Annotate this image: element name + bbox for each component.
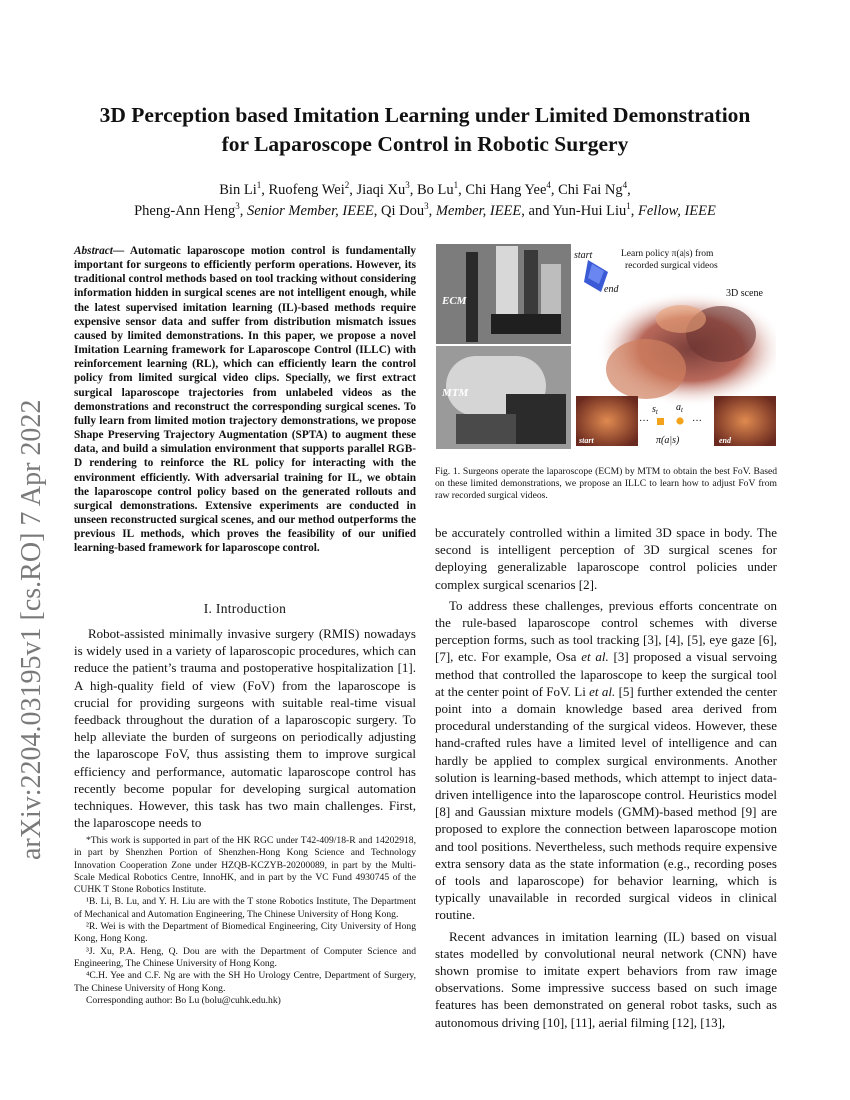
figure-1-graphic bbox=[436, 244, 776, 449]
author-role: Fellow, IEEE bbox=[638, 203, 716, 219]
ecm-photo bbox=[436, 244, 571, 344]
intro-paragraph: Robot-assisted minimally invasive surgery (RMIS) nowadays is widely used in a variety of laparoscopic procedures, which can reduce the patient’s trauma and postoperative hospitalization [1]. A high-quality field of view (FoV) from the laparoscope is crucial for providing surgeons with suitable real-time visual feedback throughout the duration of a laparoscopic surgery. To help alleviate the burden of surgeons on periodically adjusting the laparoscope FoV, thus assisting them to improve surgical efficiency and performance, automatic laparoscope control has recently become popular for developing surgical automation techniques. However, this task has two main challenges. First, the laparoscope needs to bbox=[74, 626, 416, 831]
figure-caption: Fig. 1. Surgeons operate the laparoscope (ECM) by MTM to obtain the best FoV. Based on these limited demonstrations, we propose an ILLC to learn how to adjust FoV from raw recorded surgical videos. bbox=[435, 466, 777, 501]
scene-point-cloud bbox=[596, 291, 776, 407]
footnotes bbox=[74, 835, 416, 1007]
section-heading: I. Introduction bbox=[203, 601, 287, 616]
figure-1 bbox=[436, 244, 776, 449]
label-pi: π(a|s) bbox=[656, 435, 680, 446]
label-3d-scene: 3D scene bbox=[726, 288, 763, 299]
author-list bbox=[40, 180, 810, 222]
svg-text:···: ··· bbox=[692, 416, 702, 427]
arxiv-id: arXiv:2204.03195v1 [cs.RO] 7 Apr 2022 bbox=[16, 399, 47, 860]
state-marker bbox=[657, 418, 664, 425]
svg-text:end: end bbox=[719, 436, 731, 445]
author: Bo Lu bbox=[417, 182, 454, 198]
action-marker bbox=[676, 417, 683, 424]
svg-text:···: ··· bbox=[639, 416, 649, 427]
authors-line-1: Bin Li$^1$, Ruofeng Wei$^2$, Jiaqi Xu$^3$, Bo Lu$^1$, Chi Hang Yee$^4$, Chi Fai Ng$^4$, bbox=[219, 180, 631, 198]
footnote: ⁴C.H. Yee and C.F. Ng are with the SH Ho Urology Centre, Department of Surgery, The Chinese University of Hong Kong. bbox=[74, 970, 416, 994]
policy-label-2: recorded surgical videos bbox=[625, 261, 718, 271]
footnote: Corresponding author: Bo Lu (bolu@cuhk.edu.hk) bbox=[86, 994, 281, 1006]
footnote: ²R. Wei is with the Department of Biomedical Engineering, City University of Hong Kong, Hong Kong. bbox=[74, 921, 416, 945]
start-frame bbox=[576, 396, 638, 446]
authors-line-2: Pheng-Ann Heng$^3$, Senior Member, IEEE, Qi Dou$^3$, Member, IEEE, and Yun-Hui Liu$^1$, Fellow, IEEE bbox=[134, 201, 716, 219]
abstract bbox=[74, 244, 416, 555]
paragraph: be accurately controlled within a limited 3D space in body. The second is intelligent perception of 3D surgical scenes for deploying generalizable laparoscope control policies under complex surgical scenarios [2]. bbox=[435, 525, 777, 592]
end-frame bbox=[714, 396, 776, 446]
label-at: $a_t$ bbox=[676, 402, 683, 414]
svg-text:start: start bbox=[579, 436, 594, 445]
footnote: ³J. Xu, P.A. Heng, Q. Dou are with the Department of Computer Science and Engineering, The Chinese University of Hong Kong. bbox=[74, 945, 416, 969]
label-start: start bbox=[574, 250, 593, 261]
abstract-label: Abstract bbox=[74, 245, 113, 257]
abstract-text: — Automatic laparoscope motion control is fundamentally important for surgeons to efficiently perform operations. However, its traditional control methods based on tool tracking without considering information hidden in surgical scenes are not intelligent enough, while the latest supervised imitation learning (IL)-based methods require expensive sensor data and suffer from distribution mismatch issues caused by limited demonstrations. In this paper, we propose a novel Imitation Learning framework for Laparoscope Control (ILLC) with reinforcement learning (RL), which can efficiently learn the control policy from limited surgical video clips. Specially, we first extract surgical laparoscope trajectories from unlabeled videos as the demonstrations and reconstruct the corresponding surgical scenes. To fully learn from limited motion trajectory demonstrations, we propose Shape Preserving Trajectory Augmentation (SPTA) to augment these data, and build a simulation environment that supports parallel RGB-D rendering to reinforce the RL policy for interacting with the environment efficiently. With adversarial training for IL, we obtain the laparoscope control policy based on the generated rollouts and surgical demonstrations. Extensive experiments are conducted in unseen reconstructed surgical scenes, and our method outperforms the previous IL methods, which proves the feasibility of our unified learning-based framework for laparoscope control. bbox=[74, 245, 416, 555]
paragraph: Recent advances in imitation learning (IL) based on visual states modelled by convolutional neural network (CNN) have shown promise to imitate expert behaviors from raw image observations. Some impressive success based on such image features has been demonstrated on general robot tasks, such as autonomous driving [10], [11], aerial filming [12], [13], bbox=[435, 928, 777, 1030]
title-line-1: 3D Perception based Imitation Learning under Limited Demonstration bbox=[99, 103, 751, 127]
author: Pheng-Ann Heng bbox=[134, 203, 236, 219]
footnote: ¹B. Li, B. Lu, and Y. H. Liu are with the T stone Robotics Institute, The Department of Mechanical and Automation Engineering, The Chinese University of Hong Kong. bbox=[74, 896, 416, 920]
author: Qi Dou bbox=[381, 203, 425, 219]
right-column-text bbox=[435, 524, 777, 1031]
arxiv-sidebar bbox=[4, 300, 54, 860]
paragraph: To address these challenges, previous efforts concentrate on the rule-based laparoscope control schemes with diverse perception forms, such as tool tracking [3], [4], [5], eye gaze [6], [7], etc. For example, Osa et al. [3] proposed a visual servoing method that controlled the laparoscope to keep the surgical tool at the center point of FoV. Li et al. [5] further extended the center point into a domain knowledge based area derived from procedural understanding of the surgical videos. However, these hand-crafted rules have a limited level of intelligence and can hardly be applied to complex surgical environments. Another solution is learning-based methods, which attempt to inject data-driven intelligence into the laparoscope control. Heuristics model [8] and Gaussian mixture models (GMM)-based method [9] are proposed to explore the connection between laparoscope motion and tool positions. Nevertheless, such methods require expensive extra sensory data as the state information (e.g., recording poses of tools and laparoscope) for behavior learning, which is typically unavailable in recorded surgical videos in clinical routine. bbox=[435, 597, 777, 923]
mtm-photo bbox=[436, 346, 571, 449]
author-role: Member, IEEE bbox=[435, 203, 522, 219]
label-ecm: ECM bbox=[442, 295, 467, 307]
footnote: *This work is supported in part of the HK RGC under T42-409/18-R and 14202918, in part by Shenzhen Portion of Shenzhen-Hong Kong Science and Technology Innovation Cooperation Zone under HZQB-KCZYB-20200089, in part by the Multi-Scale Medical Robotics Centre, InnoHK, and in part by the VC Fund 4930745 of the CUHK T Stone Robotics Institute. bbox=[74, 835, 416, 896]
author: Ruofeng Wei bbox=[268, 182, 345, 198]
author: Jiaqi Xu bbox=[356, 182, 406, 198]
title-line-2: for Laparoscope Control in Robotic Surgery bbox=[221, 132, 629, 156]
paper-title bbox=[40, 101, 810, 159]
author: Chi Fai Ng bbox=[558, 182, 623, 198]
author: Bin Li bbox=[219, 182, 257, 198]
trajectory-icon bbox=[574, 250, 619, 295]
author-role: Senior Member, IEEE bbox=[246, 203, 374, 219]
label-end: end bbox=[604, 284, 619, 295]
policy-label-1: Learn policy π(a|s) from bbox=[621, 249, 714, 259]
label-mtm: MTM bbox=[442, 387, 469, 399]
author: Yun-Hui Liu bbox=[552, 203, 627, 219]
label-st: $s_t$ bbox=[652, 404, 658, 416]
author: Chi Hang Yee bbox=[465, 182, 547, 198]
